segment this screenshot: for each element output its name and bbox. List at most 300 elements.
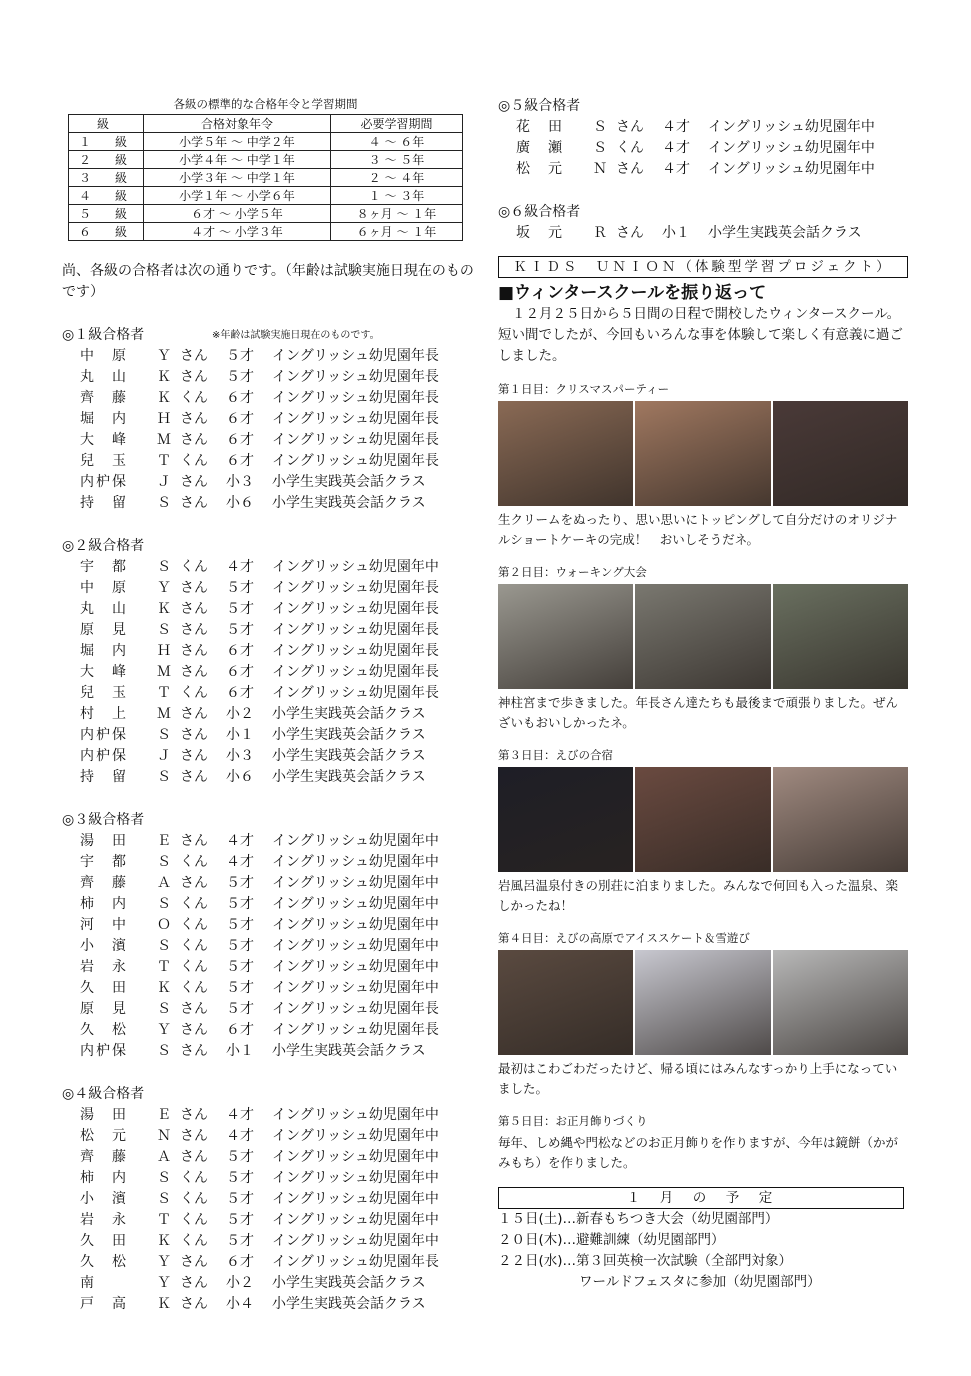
passer-surname: 花 田 bbox=[516, 119, 564, 135]
passer-age: ５才 bbox=[226, 1149, 254, 1165]
passer-honorific: さん bbox=[180, 580, 208, 596]
passer-class: イングリッシュ幼児園年中 bbox=[272, 938, 439, 954]
passer-initial: Ｔ bbox=[157, 453, 171, 469]
passer-surname: 丸 山 bbox=[80, 369, 128, 385]
passer-age: ６才 bbox=[226, 411, 254, 427]
schedule-item: ２２日(水)…第３回英検一次試験（全部門対象） bbox=[498, 1253, 793, 1269]
passer-row bbox=[62, 557, 482, 578]
passer-age: ５才 bbox=[226, 348, 254, 364]
passer-initial: Ｓ bbox=[593, 140, 607, 156]
passer-surname: 齊 藤 bbox=[80, 1149, 128, 1165]
passer-initial: Ｎ bbox=[157, 1128, 171, 1144]
passer-honorific: くん bbox=[180, 1191, 208, 1207]
passer-age: ５才 bbox=[226, 369, 254, 385]
passer-honorific: さん bbox=[180, 1043, 208, 1059]
passer-class: 小学生実践英会話クラス bbox=[272, 1275, 426, 1291]
passer-initial: Ｍ bbox=[157, 664, 171, 680]
passer-age: ５才 bbox=[226, 1170, 254, 1186]
event-photo bbox=[635, 584, 770, 689]
table-cell: １ 〜 ３年 bbox=[331, 187, 463, 205]
table-cell: ３ 〜 ５年 bbox=[331, 151, 463, 169]
passer-row bbox=[498, 117, 908, 138]
event-photo bbox=[498, 584, 633, 689]
passer-initial: Ｅ bbox=[157, 1107, 171, 1123]
passer-class: イングリッシュ幼児園年長 bbox=[272, 643, 439, 659]
day-caption: 神柱宮まで歩きました。年長さん達たちも最後まで頑張りました。ぜんざいもおいしかったネ。 bbox=[498, 695, 899, 730]
table-row bbox=[69, 205, 463, 223]
passer-class: イングリッシュ幼児園年長 bbox=[272, 348, 439, 364]
passer-honorific: さん bbox=[180, 348, 208, 364]
passer-row bbox=[62, 1273, 482, 1294]
passer-row bbox=[62, 1252, 482, 1273]
passer-initial: Ｙ bbox=[157, 1275, 171, 1291]
passer-honorific: くん bbox=[180, 938, 208, 954]
passer-row bbox=[62, 746, 482, 767]
passer-section bbox=[62, 536, 482, 788]
passer-honorific: さん bbox=[180, 622, 208, 638]
passer-row bbox=[62, 599, 482, 620]
table-cell: ６ヶ月 〜 １年 bbox=[331, 223, 463, 241]
section-title bbox=[498, 202, 908, 223]
passer-initial: Ｓ bbox=[157, 559, 171, 575]
passer-row bbox=[62, 1189, 482, 1210]
passer-initial: Ｙ bbox=[157, 580, 171, 596]
passer-row bbox=[62, 999, 482, 1020]
passer-class: 小学生実践英会話クラス bbox=[272, 706, 426, 722]
passer-surname: 齊 藤 bbox=[80, 875, 128, 891]
day-caption: 毎年、しめ縄や門松などのお正月飾りを作りますが、今年は鏡餅（かがみもち）を作りました。 bbox=[498, 1135, 899, 1170]
passer-surname: 内枦保 bbox=[80, 474, 128, 490]
passer-initial: Ｈ bbox=[157, 411, 171, 427]
passer-class: 小学生実践英会話クラス bbox=[708, 225, 862, 241]
passer-section bbox=[62, 1084, 482, 1315]
table-cell: ６ 級 bbox=[69, 223, 144, 241]
passer-age: ６才 bbox=[226, 643, 254, 659]
table-cell: 小学５年 〜 中学２年 bbox=[144, 133, 331, 151]
passer-initial: Ｊ bbox=[157, 748, 171, 764]
passer-initial: Ｓ bbox=[157, 854, 171, 870]
passer-honorific: さん bbox=[180, 727, 208, 743]
passer-age: ６才 bbox=[226, 1254, 254, 1270]
schedule-banner: １ 月 の 予 定 bbox=[498, 1187, 904, 1209]
table-cell: ４ 級 bbox=[69, 187, 144, 205]
passer-surname: 原 見 bbox=[80, 622, 128, 638]
photo-strip bbox=[498, 767, 908, 872]
passer-initial: Ｎ bbox=[593, 161, 607, 177]
passer-initial: Ｓ bbox=[157, 1001, 171, 1017]
passer-row bbox=[62, 704, 482, 725]
day-block bbox=[498, 381, 908, 550]
passer-surname: 坂 元 bbox=[516, 225, 564, 241]
passer-honorific: さん bbox=[180, 1107, 208, 1123]
section-title bbox=[62, 325, 482, 346]
passer-age: ６才 bbox=[226, 390, 254, 406]
table-row bbox=[69, 151, 463, 169]
passer-honorific: くん bbox=[616, 140, 644, 156]
passer-surname: 松 元 bbox=[80, 1128, 128, 1144]
passer-surname: 岩 永 bbox=[80, 1212, 128, 1228]
passer-row bbox=[62, 578, 482, 599]
table-cell: ４才 〜 小学３年 bbox=[144, 223, 331, 241]
passer-initial: Ｓ bbox=[157, 622, 171, 638]
passer-age: 小１ bbox=[226, 727, 254, 743]
passer-class: イングリッシュ幼児園年中 bbox=[272, 1107, 439, 1123]
passer-section bbox=[498, 202, 908, 244]
passer-honorific: さん bbox=[180, 748, 208, 764]
section-title-text: ◎２級合格者 bbox=[62, 538, 145, 554]
passer-honorific: さん bbox=[180, 1254, 208, 1270]
table-header: 必要学習期間 bbox=[331, 115, 463, 133]
passer-honorific: さん bbox=[180, 875, 208, 891]
passer-class: イングリッシュ幼児園年長 bbox=[272, 369, 439, 385]
passer-honorific: さん bbox=[180, 1275, 208, 1291]
table-cell: 小学４年 〜 中学１年 bbox=[144, 151, 331, 169]
passer-class: 小学生実践英会話クラス bbox=[272, 1043, 426, 1059]
passer-row bbox=[62, 409, 482, 430]
winter-school-heading: ■ウィンタースクールを振り返って bbox=[498, 283, 767, 303]
passer-age: ５才 bbox=[226, 1191, 254, 1207]
event-photo bbox=[635, 950, 770, 1055]
passer-class: 小学生実践英会話クラス bbox=[272, 748, 426, 764]
day-block bbox=[498, 564, 908, 733]
passer-honorific: くん bbox=[180, 685, 208, 701]
event-photo bbox=[773, 401, 908, 506]
passer-age: ５才 bbox=[226, 1212, 254, 1228]
day-block bbox=[498, 747, 908, 916]
passer-honorific: くん bbox=[180, 854, 208, 870]
passer-class: イングリッシュ幼児園年中 bbox=[272, 1170, 439, 1186]
section-title bbox=[62, 1084, 482, 1105]
passer-class: 小学生実践英会話クラス bbox=[272, 1296, 426, 1312]
event-photo bbox=[498, 401, 633, 506]
passer-age: ６才 bbox=[226, 453, 254, 469]
passer-initial: Ｓ bbox=[157, 896, 171, 912]
passer-age: 小１ bbox=[662, 225, 690, 241]
passer-surname: 小 濱 bbox=[80, 938, 128, 954]
passer-class: 小学生実践英会話クラス bbox=[272, 727, 426, 743]
passer-age: ５才 bbox=[226, 896, 254, 912]
passer-initial: Ａ bbox=[157, 1149, 171, 1165]
passer-honorific: さん bbox=[180, 1022, 208, 1038]
event-photo bbox=[773, 767, 908, 872]
passer-initial: Ｔ bbox=[157, 959, 171, 975]
passer-age: ６才 bbox=[226, 664, 254, 680]
passer-age: ６才 bbox=[226, 1022, 254, 1038]
passer-row bbox=[62, 346, 482, 367]
passer-initial: Ｓ bbox=[157, 495, 171, 511]
table-cell: 小学１年 〜 小学６年 bbox=[144, 187, 331, 205]
passer-surname: 大 峰 bbox=[80, 432, 128, 448]
passer-surname: 松 元 bbox=[516, 161, 564, 177]
left-column bbox=[62, 96, 482, 1315]
winter-school-body: １２月２５日から５日間の日程で開校したウィンタースクール。短い間でしたが、今回もいろんな事を体験して楽しく有意義に過ごしました。 bbox=[498, 306, 903, 364]
passer-row bbox=[62, 620, 482, 641]
section-title bbox=[62, 810, 482, 831]
passer-initial: Ｋ bbox=[157, 1296, 171, 1312]
passer-honorific: くん bbox=[180, 453, 208, 469]
passer-age: ６才 bbox=[226, 432, 254, 448]
passer-initial: Ｋ bbox=[157, 980, 171, 996]
passer-class: イングリッシュ幼児園年中 bbox=[272, 1233, 439, 1249]
passer-age: ６才 bbox=[226, 685, 254, 701]
table-cell: ５ 級 bbox=[69, 205, 144, 223]
passer-class: イングリッシュ幼児園年中 bbox=[272, 875, 439, 891]
table-cell: 小学３年 〜 中学１年 bbox=[144, 169, 331, 187]
day-title: 第１日目：クリスマスパーティー bbox=[498, 382, 670, 396]
passer-class: イングリッシュ幼児園年長 bbox=[272, 601, 439, 617]
passer-honorific: さん bbox=[180, 369, 208, 385]
passer-row bbox=[62, 978, 482, 999]
day-title: 第４日目：えびの高原でアイススケート＆雪遊び bbox=[498, 931, 750, 945]
passer-row bbox=[62, 725, 482, 746]
passer-age: ５才 bbox=[226, 1001, 254, 1017]
table-row bbox=[69, 187, 463, 205]
passer-surname: 廣 瀬 bbox=[516, 140, 564, 156]
section-title bbox=[62, 536, 482, 557]
passer-age: ５才 bbox=[226, 601, 254, 617]
passer-initial: Ｒ bbox=[593, 225, 607, 241]
event-photo bbox=[498, 767, 633, 872]
schedule-item: ワールドフェスタに参加（幼児園部門） bbox=[498, 1274, 821, 1290]
passer-age: ５才 bbox=[226, 875, 254, 891]
passer-class: イングリッシュ幼児園年中 bbox=[708, 140, 875, 156]
passer-age: ５才 bbox=[226, 622, 254, 638]
passer-age: ５才 bbox=[226, 959, 254, 975]
passer-class: イングリッシュ幼児園年中 bbox=[272, 1149, 439, 1165]
passer-row bbox=[62, 1231, 482, 1252]
passer-age: ４才 bbox=[662, 140, 690, 156]
passer-initial: Ｓ bbox=[157, 1191, 171, 1207]
passer-honorific: さん bbox=[180, 1128, 208, 1144]
passer-age: 小６ bbox=[226, 769, 254, 785]
passer-initial: Ａ bbox=[157, 875, 171, 891]
passer-surname: 堀 内 bbox=[80, 411, 128, 427]
passer-class: イングリッシュ幼児園年中 bbox=[272, 917, 439, 933]
passer-initial: Ｋ bbox=[157, 390, 171, 406]
passer-class: イングリッシュ幼児園年中 bbox=[272, 896, 439, 912]
passer-row bbox=[498, 138, 908, 159]
passer-initial: Ｈ bbox=[157, 643, 171, 659]
passer-surname: 中 原 bbox=[80, 348, 128, 364]
passer-initial: Ｙ bbox=[157, 348, 171, 364]
passer-surname: 内枦保 bbox=[80, 1043, 128, 1059]
passer-initial: Ｓ bbox=[157, 1170, 171, 1186]
passer-class: 小学生実践英会話クラス bbox=[272, 769, 426, 785]
passer-honorific: さん bbox=[180, 1296, 208, 1312]
passer-class: イングリッシュ幼児園年長 bbox=[272, 622, 439, 638]
passer-class: イングリッシュ幼児園年長 bbox=[272, 453, 439, 469]
passer-row bbox=[62, 1041, 482, 1062]
passer-honorific: さん bbox=[180, 706, 208, 722]
passer-class: イングリッシュ幼児園年中 bbox=[272, 980, 439, 996]
passer-honorific: くん bbox=[180, 896, 208, 912]
passer-age: ４才 bbox=[226, 1107, 254, 1123]
passer-age: ４才 bbox=[226, 1128, 254, 1144]
table-cell: ３ 級 bbox=[69, 169, 144, 187]
passer-age: 小２ bbox=[226, 706, 254, 722]
passer-surname: 久 松 bbox=[80, 1022, 128, 1038]
event-photo bbox=[773, 584, 908, 689]
passer-row bbox=[62, 1168, 482, 1189]
passer-initial: Ｅ bbox=[157, 833, 171, 849]
passer-age: 小３ bbox=[226, 748, 254, 764]
passer-initial: Ｓ bbox=[157, 769, 171, 785]
passer-age: 小３ bbox=[226, 474, 254, 490]
event-photo bbox=[635, 401, 770, 506]
right-column bbox=[498, 96, 908, 1293]
passer-section bbox=[62, 325, 482, 514]
passer-surname: 持 留 bbox=[80, 495, 128, 511]
passer-class: イングリッシュ幼児園年中 bbox=[272, 833, 439, 849]
passer-row bbox=[62, 683, 482, 704]
passer-honorific: くん bbox=[180, 390, 208, 406]
passer-row bbox=[62, 852, 482, 873]
passer-initial: Ｔ bbox=[157, 1212, 171, 1228]
table-title: 各級の標準的な合格年令と学習期間 bbox=[173, 97, 358, 111]
passer-honorific: さん bbox=[616, 225, 644, 241]
passer-class: 小学生実践英会話クラス bbox=[272, 495, 426, 511]
section-title-text: ◎３級合格者 bbox=[62, 812, 145, 828]
photo-strip bbox=[498, 401, 908, 506]
passer-surname: 内枦保 bbox=[80, 727, 128, 743]
passer-row bbox=[62, 1105, 482, 1126]
passer-row bbox=[62, 894, 482, 915]
passer-honorific: くん bbox=[180, 917, 208, 933]
passer-class: イングリッシュ幼児園年長 bbox=[272, 580, 439, 596]
passer-initial: Ｓ bbox=[593, 119, 607, 135]
passer-class: イングリッシュ幼児園年中 bbox=[272, 854, 439, 870]
table-cell: ８ヶ月 〜 １年 bbox=[331, 205, 463, 223]
passer-honorific: くん bbox=[180, 1212, 208, 1228]
passer-surname: 持 留 bbox=[80, 769, 128, 785]
photo-strip bbox=[498, 584, 908, 689]
passer-honorific: さん bbox=[180, 833, 208, 849]
passer-age: ５才 bbox=[226, 980, 254, 996]
table-row bbox=[69, 133, 463, 151]
passer-surname: 戸 高 bbox=[80, 1296, 128, 1312]
passer-initial: Ｙ bbox=[157, 1022, 171, 1038]
passer-class: 小学生実践英会話クラス bbox=[272, 474, 426, 490]
day-block bbox=[498, 1113, 908, 1173]
passer-initial: Ｓ bbox=[157, 727, 171, 743]
passer-class: イングリッシュ幼児園年長 bbox=[272, 432, 439, 448]
passer-honorific: くん bbox=[180, 980, 208, 996]
passer-row bbox=[498, 159, 908, 180]
section-title-text: ◎４級合格者 bbox=[62, 1086, 145, 1102]
passer-surname: 久 松 bbox=[80, 1254, 128, 1270]
passer-row bbox=[62, 936, 482, 957]
passer-initial: Ｋ bbox=[157, 1233, 171, 1249]
table-header: 合格対象年令 bbox=[144, 115, 331, 133]
passer-age: 小１ bbox=[226, 1043, 254, 1059]
passer-surname: 湯 田 bbox=[80, 833, 128, 849]
section-title bbox=[498, 96, 908, 117]
day-title: 第２日目：ウォーキング大会 bbox=[498, 565, 647, 579]
passer-initial: Ｓ bbox=[157, 938, 171, 954]
event-photo bbox=[635, 767, 770, 872]
passer-row bbox=[62, 1210, 482, 1231]
passer-initial: Ｓ bbox=[157, 1043, 171, 1059]
passer-surname: 南 bbox=[80, 1275, 96, 1291]
passer-class: イングリッシュ幼児園年長 bbox=[272, 390, 439, 406]
passer-honorific: さん bbox=[180, 474, 208, 490]
passer-class: イングリッシュ幼児園年中 bbox=[272, 1128, 439, 1144]
passer-row bbox=[62, 430, 482, 451]
passer-age: ４才 bbox=[662, 119, 690, 135]
passer-row bbox=[62, 662, 482, 683]
passer-initial: Ｏ bbox=[157, 917, 171, 933]
passer-honorific: さん bbox=[180, 769, 208, 785]
table-header: 級 bbox=[69, 115, 144, 133]
passer-row bbox=[62, 831, 482, 852]
passer-class: イングリッシュ幼児園年長 bbox=[272, 1254, 439, 1270]
passer-honorific: さん bbox=[180, 643, 208, 659]
passer-class: イングリッシュ幼児園年長 bbox=[272, 664, 439, 680]
passer-surname: 丸 山 bbox=[80, 601, 128, 617]
passer-surname: 内枦保 bbox=[80, 748, 128, 764]
table-cell: ４ 〜 ６年 bbox=[331, 133, 463, 151]
passer-surname: 村 上 bbox=[80, 706, 128, 722]
passer-age: ５才 bbox=[226, 917, 254, 933]
passer-initial: Ｍ bbox=[157, 432, 171, 448]
passer-honorific: くん bbox=[180, 959, 208, 975]
passer-row bbox=[62, 493, 482, 514]
table-row bbox=[69, 169, 463, 187]
passer-surname: 柿 内 bbox=[80, 896, 128, 912]
passer-initial: Ｙ bbox=[157, 1254, 171, 1270]
passer-class: イングリッシュ幼児園年中 bbox=[708, 119, 875, 135]
passer-honorific: さん bbox=[180, 495, 208, 511]
passer-honorific: さん bbox=[180, 411, 208, 427]
passer-class: イングリッシュ幼児園年長 bbox=[272, 1001, 439, 1017]
passer-honorific: さん bbox=[180, 1001, 208, 1017]
passer-honorific: くん bbox=[180, 1233, 208, 1249]
passer-honorific: くん bbox=[180, 1170, 208, 1186]
passer-row bbox=[62, 451, 482, 472]
passer-surname: 兒 玉 bbox=[80, 453, 128, 469]
passer-age: ４才 bbox=[226, 854, 254, 870]
passer-row bbox=[62, 957, 482, 978]
section-note: ※年齢は試験実施日現在のものです。 bbox=[212, 330, 380, 341]
passer-class: イングリッシュ幼児園年長 bbox=[272, 1022, 439, 1038]
passer-row bbox=[62, 367, 482, 388]
day-caption: 岩風呂温泉付きの別荘に泊まりました。みんなで何回も入った温泉、楽しかったね！ bbox=[498, 878, 899, 913]
passer-row bbox=[62, 1294, 482, 1315]
passer-class: イングリッシュ幼児園年長 bbox=[272, 411, 439, 427]
passer-section bbox=[498, 96, 908, 180]
passer-section bbox=[62, 810, 482, 1062]
passer-row bbox=[62, 873, 482, 894]
section-title-text: ◎６級合格者 bbox=[498, 204, 581, 220]
table-cell: ２ 級 bbox=[69, 151, 144, 169]
passer-row bbox=[62, 472, 482, 493]
passer-surname: 宇 都 bbox=[80, 559, 128, 575]
intro-text: 尚、各級の合格者は次の通りです。（年齢は試験実施日現在のものです） bbox=[62, 263, 474, 300]
passer-row bbox=[62, 1126, 482, 1147]
day-block bbox=[498, 930, 908, 1099]
passer-age: 小４ bbox=[226, 1296, 254, 1312]
passer-surname: 中 原 bbox=[80, 580, 128, 596]
passer-age: ５才 bbox=[226, 1233, 254, 1249]
table-cell: １ 級 bbox=[69, 133, 144, 151]
passer-initial: Ｔ bbox=[157, 685, 171, 701]
passer-honorific: くん bbox=[180, 559, 208, 575]
passer-age: ４才 bbox=[226, 559, 254, 575]
passer-honorific: さん bbox=[616, 161, 644, 177]
passer-row bbox=[62, 1020, 482, 1041]
passer-surname: 兒 玉 bbox=[80, 685, 128, 701]
passer-surname: 堀 内 bbox=[80, 643, 128, 659]
